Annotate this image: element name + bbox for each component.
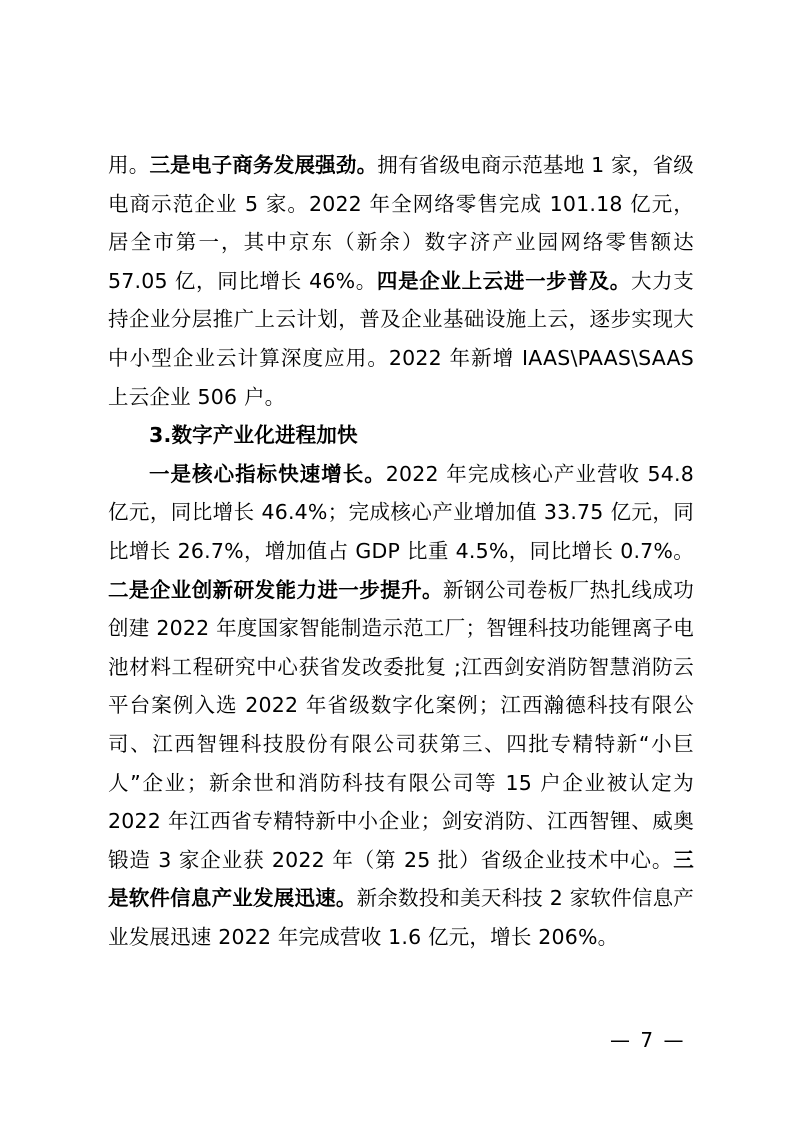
text-segment: 新钢公司卷板厂热扎线成功创建 2022 年度国家智能制造示范工厂；智锂科技功能锂离子电池材料工程研究中心获省发改委批复 ;江西剑安消防智慧消防云平台案例入选 2022 年省级数字化案例；江西瀚德科技有限公司、江西智锂科技股份有限公司获第三、四批专精特新“小巨人”企业；新余世和消防科技有限公司等 15 户企业被认定为 2022 年江西省专精特新中小企业；剑安消防、江西智锂、威奥锻造 3 家企业获 2022 年（第 25 批）省级企业技术中心。 (108, 577, 695, 872)
text-segment: 2022 年完成核心产业营收 54.8 亿元，同比增长 46.4%；完成核心产业增加值 33.75 亿元，同比增长 26.7%，增加值占 GDP 比重 4.5%，同比增长 0.7%。 (108, 461, 694, 563)
paragraph-ecommerce-cloud (108, 146, 694, 416)
text-segment: 新余数投和美天科技 2 家软件信息产业发展迅速 2022 年完成营收 1.6 亿元，增长 206%。 (108, 886, 694, 949)
paragraph-digital-industry (108, 455, 694, 957)
bold-heading-core-indicators: 一是核心指标快速增长。 (149, 461, 386, 486)
text-segment: 大力支持企业分层推广上云计划，普及企业基础设施上云，逐步实现大中小型企业云计算深度应用。2022 年新增 IAAS\PAAS\SAAS 上云企业 506 户。 (108, 268, 695, 409)
bold-heading-ecommerce: 三是电子商务发展强劲。 (149, 153, 378, 177)
text-segment: 拥有省级电商示范基地 1 家，省级电商示范企业 5 家。2022 年全网络零售完成 101.18 亿元，居全市第一，其中京东（新余）数字济产业园网络零售额达 57.05 亿，同比增长 46%。 (108, 153, 694, 293)
body-text (108, 146, 694, 956)
bold-heading-software: 三是软件信息产业发展迅速。 (108, 847, 694, 911)
page-number: — 7 — (610, 1028, 686, 1052)
bold-heading-cloud: 四是企业上云进一步普及。 (376, 268, 631, 293)
text-segment: 用。 (108, 153, 150, 177)
bold-heading-innovation: 二是企业创新研发能力进一步提升。 (108, 577, 443, 602)
section-heading: 3.数字产业化进程加快 (149, 423, 358, 448)
